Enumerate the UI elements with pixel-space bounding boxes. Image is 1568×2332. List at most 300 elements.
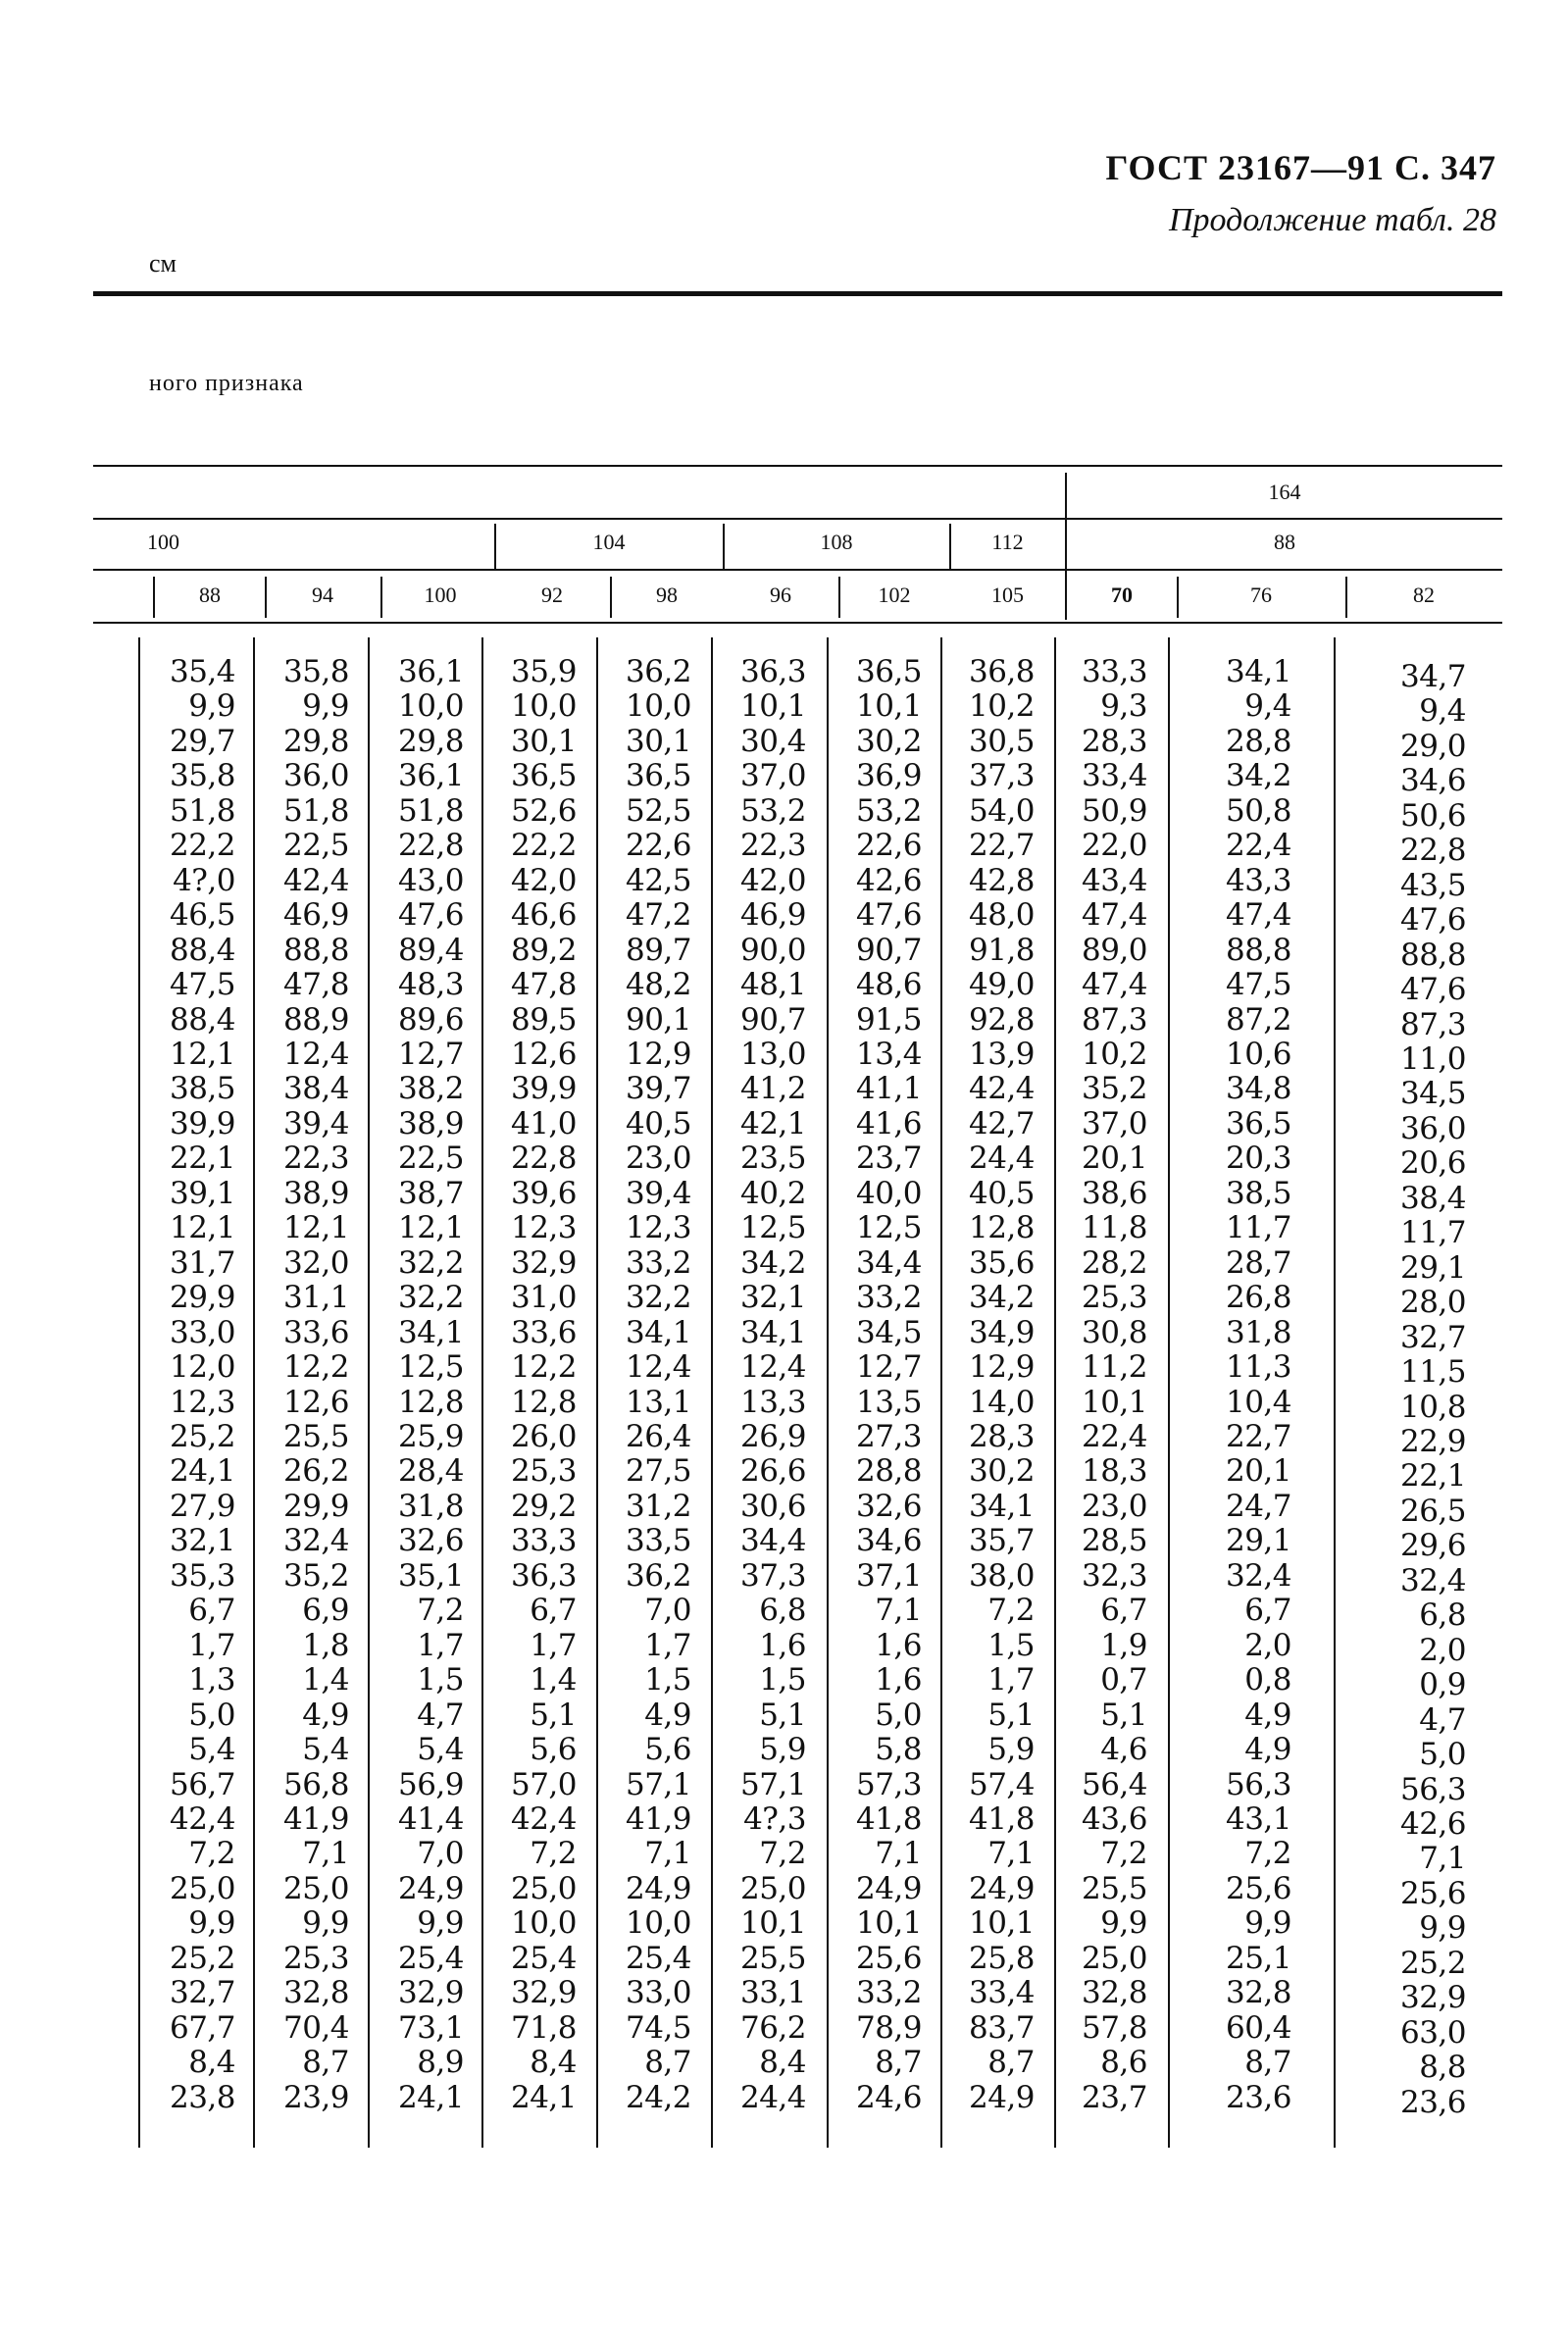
table-cell: 56,7 (169, 1766, 235, 1802)
table-cell: 34,2 (968, 1280, 1035, 1316)
table-cell: 2,0 (1419, 1632, 1466, 1668)
table-cell: 7,1 (987, 1836, 1035, 1872)
table-cell: 12,1 (169, 1210, 235, 1246)
table-cell: 10,6 (1225, 1036, 1291, 1072)
table-cell: 1,5 (759, 1662, 806, 1698)
table-cell: 12,4 (282, 1036, 349, 1072)
table-cell: 6,7 (1100, 1593, 1147, 1629)
table-cell: 34,4 (739, 1523, 806, 1559)
table-cell: 50,8 (1225, 792, 1291, 829)
unit-label: см (149, 249, 177, 278)
table-cell: 34,2 (739, 1244, 806, 1281)
table-cell: 23,5 (739, 1141, 806, 1177)
table-cell: 33,4 (1081, 758, 1147, 794)
table-cell: 26,9 (739, 1418, 806, 1454)
table-cell: 12,1 (282, 1210, 349, 1246)
table-cell: 20,1 (1081, 1141, 1147, 1177)
table-cell: 12,9 (625, 1036, 691, 1072)
table-cell: 33,2 (855, 1975, 922, 2011)
table-cell: 11,7 (1399, 1215, 1466, 1251)
table-cell: 5,0 (875, 1697, 922, 1733)
table-cell: 1,4 (302, 1662, 349, 1698)
table-cell: 22,6 (625, 828, 691, 864)
table-cell: 32,1 (169, 1523, 235, 1559)
table-cell: 9,9 (188, 688, 235, 725)
table-cell: 1,7 (644, 1627, 691, 1663)
table-cell: 12,5 (855, 1210, 922, 1246)
subheader-96: 96 (770, 583, 791, 607)
table-cell: 9,4 (1244, 688, 1291, 725)
table-cell: 9,9 (1244, 1905, 1291, 1942)
table-cell: 32,9 (397, 1975, 464, 2011)
table-cell: 36,1 (397, 758, 464, 794)
table-cell: 43,1 (1225, 1800, 1291, 1837)
table-cell: 51,8 (169, 792, 235, 829)
table-cell: 28,3 (1081, 723, 1147, 759)
table-cell: 2,0 (1244, 1627, 1291, 1663)
table-cell: 0,9 (1419, 1667, 1466, 1703)
table-cell: 32,9 (510, 1975, 577, 2011)
table-cell: 22,5 (282, 828, 349, 864)
table-cell: 40,5 (968, 1175, 1035, 1211)
table-cell: 11,2 (1081, 1349, 1147, 1386)
table-cell: 33,6 (282, 1314, 349, 1350)
table-cell: 38,5 (1225, 1175, 1291, 1211)
subheader-100: 100 (424, 583, 457, 607)
table-cell: 50,6 (1399, 797, 1466, 834)
table-cell: 39,7 (625, 1071, 691, 1107)
table-cell: 30,6 (739, 1488, 806, 1524)
table-cell: 27,5 (625, 1453, 691, 1490)
table-cell: 32,8 (1081, 1975, 1147, 2011)
table-cell: 0,8 (1244, 1662, 1291, 1698)
table-cell: 28,2 (1081, 1244, 1147, 1281)
table-cell: 47,6 (397, 897, 464, 934)
table-cell: 50,9 (1081, 792, 1147, 829)
table-cell: 32,6 (855, 1488, 922, 1524)
table-cell: 41,4 (397, 1800, 464, 1837)
table-cell: 33,3 (510, 1523, 577, 1559)
table-cell: 52,5 (625, 792, 691, 829)
table-cell: 37,0 (1081, 1105, 1147, 1141)
table-cell: 25,2 (1399, 1945, 1466, 1981)
table-cell: 42,4 (510, 1800, 577, 1837)
table-cell: 33,0 (169, 1314, 235, 1350)
table-cell: 56,9 (397, 1766, 464, 1802)
table-cell: 8,9 (417, 2045, 464, 2081)
table-cell: 12,8 (397, 1384, 464, 1420)
table-cell: 41,8 (855, 1800, 922, 1837)
table-cell: 33,5 (625, 1523, 691, 1559)
table-cell: 57,8 (1081, 2009, 1147, 2046)
table-cell: 4,7 (417, 1697, 464, 1733)
table-cell: 38,4 (1399, 1180, 1466, 1216)
table-cell: 10,1 (968, 1905, 1035, 1942)
table-cell: 29,0 (1399, 728, 1466, 764)
table-cell: 46,5 (169, 897, 235, 934)
table-cell: 32,4 (1399, 1562, 1466, 1598)
table-cell: 22,3 (282, 1141, 349, 1177)
table-cell: 51,8 (397, 792, 464, 829)
table-cell: 83,7 (968, 2009, 1035, 2046)
table-cell: 24,6 (855, 2079, 922, 2115)
table-cell: 88,9 (282, 1001, 349, 1038)
table-column-7 (814, 655, 922, 2115)
table-cell: 32,9 (510, 1244, 577, 1281)
table-cell: 5,9 (987, 1732, 1035, 1768)
table-cell: 38,9 (282, 1175, 349, 1211)
subheader-82: 82 (1413, 583, 1435, 607)
table-cell: 88,8 (1399, 937, 1466, 973)
table-cell: 36,1 (397, 654, 464, 689)
table-cell: 28,3 (968, 1418, 1035, 1454)
table-cell: 35,8 (282, 654, 349, 689)
table-cell: 32,4 (282, 1523, 349, 1559)
table-cell: 41,9 (282, 1800, 349, 1837)
table-cell: 36,3 (739, 654, 806, 689)
table-cell: 28,7 (1225, 1244, 1291, 1281)
table-cell: 49,0 (968, 967, 1035, 1003)
table-cell: 12,0 (169, 1349, 235, 1386)
table-cell: 4?,3 (743, 1800, 806, 1837)
table-cell: 38,4 (282, 1071, 349, 1107)
table-cell: 47,4 (1081, 967, 1147, 1003)
table-cell: 24,1 (169, 1453, 235, 1490)
table-cell: 34,4 (855, 1244, 922, 1281)
table-cell: 43,0 (397, 862, 464, 898)
table-cell: 1,7 (417, 1627, 464, 1663)
table-cell: 26,4 (625, 1418, 691, 1454)
table-cell: 5,9 (759, 1732, 806, 1768)
table-cell: 5,6 (530, 1732, 577, 1768)
subheader-98: 98 (656, 583, 678, 607)
table-cell: 25,3 (510, 1453, 577, 1490)
table-cell: 4,9 (302, 1697, 349, 1733)
table-cell: 42,0 (510, 862, 577, 898)
subheader-70: 70 (1111, 583, 1133, 607)
table-cell: 12,7 (397, 1036, 464, 1072)
table-cell: 92,8 (968, 1001, 1035, 1038)
table-cell: 87,2 (1225, 1001, 1291, 1038)
table-cell: 25,6 (1399, 1875, 1466, 1911)
table-cell: 1,7 (188, 1627, 235, 1663)
table-cell: 28,5 (1081, 1523, 1147, 1559)
table-cell: 42,0 (739, 862, 806, 898)
table-cell: 12,3 (169, 1384, 235, 1420)
table-cell: 11,0 (1399, 1040, 1466, 1077)
table-cell: 24,9 (968, 2079, 1035, 2115)
table-cell: 34,1 (397, 1314, 464, 1350)
table-cell: 12,5 (739, 1210, 806, 1246)
table-cell: 33,1 (739, 1975, 806, 2011)
table-column-1 (127, 655, 235, 2115)
table-cell: 48,2 (625, 967, 691, 1003)
table-cell: 1,9 (1100, 1627, 1147, 1663)
table-cell: 12,3 (510, 1210, 577, 1246)
table-subtitle: ного признака (149, 371, 304, 396)
table-cell: 41,2 (739, 1071, 806, 1107)
table-cell: 14,0 (968, 1384, 1035, 1420)
table-cell: 34,1 (625, 1314, 691, 1350)
table-cell: 23,6 (1225, 2079, 1291, 2115)
table-column-5 (583, 655, 691, 2115)
table-cell: 1,6 (875, 1627, 922, 1663)
table-cell: 32,7 (169, 1975, 235, 2011)
table-cell: 43,6 (1081, 1800, 1147, 1837)
table-cell: 42,6 (1399, 1805, 1466, 1842)
table-cell: 25,0 (282, 1870, 349, 1906)
table-cell: 25,9 (397, 1418, 464, 1454)
table-cell: 42,7 (968, 1105, 1035, 1141)
table-cell: 43,4 (1081, 862, 1147, 898)
table-cell: 12,4 (739, 1349, 806, 1386)
table-cell: 5,1 (987, 1697, 1035, 1733)
table-cell: 7,1 (875, 1836, 922, 1872)
table-cell: 48,1 (739, 967, 806, 1003)
table-cell: 33,3 (1081, 654, 1147, 689)
table-cell: 22,4 (1225, 828, 1291, 864)
table-cell: 9,9 (302, 1905, 349, 1942)
table-cell: 7,2 (188, 1836, 235, 1872)
table-cell: 25,5 (282, 1418, 349, 1454)
table-cell: 47,5 (1225, 967, 1291, 1003)
table-cell: 7,0 (644, 1593, 691, 1629)
table-cell: 22,8 (397, 828, 464, 864)
table-cell: 6,7 (188, 1593, 235, 1629)
table-cell: 42,4 (282, 862, 349, 898)
table-cell: 10,0 (625, 688, 691, 725)
table-cell: 29,6 (1399, 1528, 1466, 1564)
table-cell: 9,9 (302, 688, 349, 725)
table-cell: 7,2 (759, 1836, 806, 1872)
table-cell: 57,0 (510, 1766, 577, 1802)
table-cell: 33,4 (968, 1975, 1035, 2011)
table-cell: 47,2 (625, 897, 691, 934)
table-cell: 39,6 (510, 1175, 577, 1211)
table-cell: 47,4 (1225, 897, 1291, 934)
table-cell: 6,8 (759, 1593, 806, 1629)
table-cell: 25,4 (397, 1940, 464, 1976)
table-cell: 43,5 (1399, 867, 1466, 903)
table-cell: 30,4 (739, 723, 806, 759)
subheader-88: 88 (199, 583, 221, 607)
table-cell: 33,0 (625, 1975, 691, 2011)
table-cell: 36,5 (510, 758, 577, 794)
table-cell: 42,5 (625, 862, 691, 898)
table-cell: 4,7 (1419, 1701, 1466, 1738)
table-cell: 74,5 (625, 2009, 691, 2046)
table-cell: 10,0 (397, 688, 464, 725)
table-cell: 36,5 (855, 654, 922, 689)
table-cell: 57,1 (739, 1766, 806, 1802)
table-cell: 5,0 (1419, 1737, 1466, 1773)
table-cell: 35,6 (968, 1244, 1035, 1281)
table-cell: 34,6 (1399, 763, 1466, 799)
table-cell: 8,4 (188, 2045, 235, 2081)
table-cell: 5,6 (644, 1732, 691, 1768)
table-cell: 71,8 (510, 2009, 577, 2046)
table-cell: 60,4 (1225, 2009, 1291, 2046)
table-cell: 57,4 (968, 1766, 1035, 1802)
table-cell: 47,4 (1081, 897, 1147, 934)
table-cell: 8,4 (530, 2045, 577, 2081)
subheader-92: 92 (541, 583, 563, 607)
table-cell: 24,7 (1225, 1488, 1291, 1524)
table-cell: 9,9 (417, 1905, 464, 1942)
table-cell: 70,4 (282, 2009, 349, 2046)
table-cell: 34,1 (968, 1488, 1035, 1524)
table-cell: 91,8 (968, 932, 1035, 968)
table-cell: 1,6 (875, 1662, 922, 1698)
table-cell: 32,0 (282, 1244, 349, 1281)
table-cell: 25,6 (1225, 1870, 1291, 1906)
group-header-112: 112 (991, 530, 1024, 554)
table-cell: 10,0 (510, 688, 577, 725)
table-cell: 32,4 (1225, 1557, 1291, 1594)
table-cell: 4,9 (1244, 1732, 1291, 1768)
table-cell: 29,8 (282, 723, 349, 759)
table-cell: 47,8 (510, 967, 577, 1003)
table-cell: 22,7 (968, 828, 1035, 864)
table-cell: 54,0 (968, 792, 1035, 829)
table-cell: 10,1 (1081, 1384, 1147, 1420)
table-cell: 31,8 (1225, 1314, 1291, 1350)
table-cell: 25,3 (1081, 1280, 1147, 1316)
table-cell: 41,1 (855, 1071, 922, 1107)
table-cell: 25,0 (510, 1870, 577, 1906)
table-cell: 8,8 (1419, 2050, 1466, 2086)
table-cell: 7,1 (644, 1836, 691, 1872)
table-cell: 8,7 (302, 2045, 349, 2081)
table-cell: 32,9 (1399, 1980, 1466, 2016)
table-cell: 23,0 (625, 1141, 691, 1177)
table-cell: 28,4 (397, 1453, 464, 1490)
table-cell: 87,3 (1081, 1001, 1147, 1038)
table-cell: 63,0 (1399, 2014, 1466, 2051)
table-cell: 47,6 (855, 897, 922, 934)
subheader-94: 94 (312, 583, 333, 607)
table-cell: 23,6 (1399, 2084, 1466, 2120)
table-cell: 11,8 (1081, 1210, 1147, 1246)
table-cell: 42,4 (169, 1800, 235, 1837)
table-cell: 22,2 (510, 828, 577, 864)
table-cell: 89,4 (397, 932, 464, 968)
table-cell: 12,1 (169, 1036, 235, 1072)
table-cell: 11,7 (1225, 1210, 1291, 1246)
table-cell: 32,1 (739, 1280, 806, 1316)
table-cell: 24,4 (968, 1141, 1035, 1177)
table-cell: 36,0 (282, 758, 349, 794)
table-cell: 47,5 (169, 967, 235, 1003)
table-cell: 9,9 (1100, 1905, 1147, 1942)
table-cell: 10,0 (625, 1905, 691, 1942)
table-cell: 88,4 (169, 1001, 235, 1038)
table-cell: 38,7 (397, 1175, 464, 1211)
table-cell: 34,5 (1399, 1076, 1466, 1112)
table-cell: 35,2 (1081, 1071, 1147, 1107)
table-cell: 4,6 (1100, 1732, 1147, 1768)
table-cell: 34,7 (1399, 659, 1466, 694)
table-cell: 1,7 (530, 1627, 577, 1663)
table-cell: 88,8 (1225, 932, 1291, 968)
table-cell: 29,9 (282, 1488, 349, 1524)
table-cell: 24,9 (855, 1870, 922, 1906)
table-cell: 43,3 (1225, 862, 1291, 898)
table-cell: 13,5 (855, 1384, 922, 1420)
table-cell: 53,2 (739, 792, 806, 829)
table-cell: 7,2 (1244, 1836, 1291, 1872)
table-cell: 41,0 (510, 1105, 577, 1141)
table-cell: 29,1 (1225, 1523, 1291, 1559)
table-cell: 8,7 (987, 2045, 1035, 2081)
table-cell: 8,4 (759, 2045, 806, 2081)
table-cell: 39,4 (625, 1175, 691, 1211)
table-cell: 89,7 (625, 932, 691, 968)
table-cell: 26,5 (1399, 1493, 1466, 1529)
table-cell: 12,6 (282, 1384, 349, 1420)
table-cell: 38,5 (169, 1071, 235, 1107)
subheader-105: 105 (991, 583, 1024, 607)
table-cell: 25,2 (169, 1940, 235, 1976)
table-cell: 22,3 (739, 828, 806, 864)
table-cell: 38,2 (397, 1071, 464, 1107)
table-cell: 73,1 (397, 2009, 464, 2046)
table-cell: 8,7 (875, 2045, 922, 2081)
table-cell: 35,1 (397, 1557, 464, 1594)
table-cell: 42,1 (739, 1105, 806, 1141)
table-cell: 36,2 (625, 1557, 691, 1594)
table-cell: 23,9 (282, 2079, 349, 2115)
table-cell: 30,5 (968, 723, 1035, 759)
table-cell: 25,8 (968, 1940, 1035, 1976)
table-cell: 91,5 (855, 1001, 922, 1038)
table-cell: 53,2 (855, 792, 922, 829)
table-cell: 26,0 (510, 1418, 577, 1454)
table-cell: 7,2 (987, 1593, 1035, 1629)
table-cell: 12,1 (397, 1210, 464, 1246)
table-cell: 7,2 (530, 1836, 577, 1872)
table-cell: 40,2 (739, 1175, 806, 1211)
group-header-104: 104 (592, 530, 626, 554)
table-cell: 11,5 (1399, 1354, 1466, 1391)
table-cell: 22,1 (1399, 1458, 1466, 1495)
table-cell: 25,0 (169, 1870, 235, 1906)
table-column-9 (1039, 655, 1147, 2115)
table-cell: 5,0 (188, 1697, 235, 1733)
table-column-8 (927, 655, 1035, 2115)
table-cell: 23,8 (169, 2079, 235, 2115)
table-cell: 89,0 (1081, 932, 1147, 968)
table-cell: 12,5 (397, 1349, 464, 1386)
group-header-100: 100 (147, 530, 179, 554)
table-cell: 11,3 (1225, 1349, 1291, 1386)
table-cell: 10,2 (968, 688, 1035, 725)
table-cell: 13,0 (739, 1036, 806, 1072)
table-cell: 31,0 (510, 1280, 577, 1316)
table-cell: 9,3 (1100, 688, 1147, 725)
subheader-102: 102 (878, 583, 911, 607)
table-cell: 20,3 (1225, 1141, 1291, 1177)
table-cell: 24,1 (510, 2079, 577, 2115)
table-cell: 22,4 (1081, 1418, 1147, 1454)
table-cell: 9,9 (188, 1905, 235, 1942)
table-cell: 24,4 (739, 2079, 806, 2115)
group-header-108: 108 (820, 530, 853, 554)
table-cell: 5,4 (188, 1732, 235, 1768)
table-cell: 5,1 (759, 1697, 806, 1733)
table-cell: 13,4 (855, 1036, 922, 1072)
table-cell: 12,2 (510, 1349, 577, 1386)
